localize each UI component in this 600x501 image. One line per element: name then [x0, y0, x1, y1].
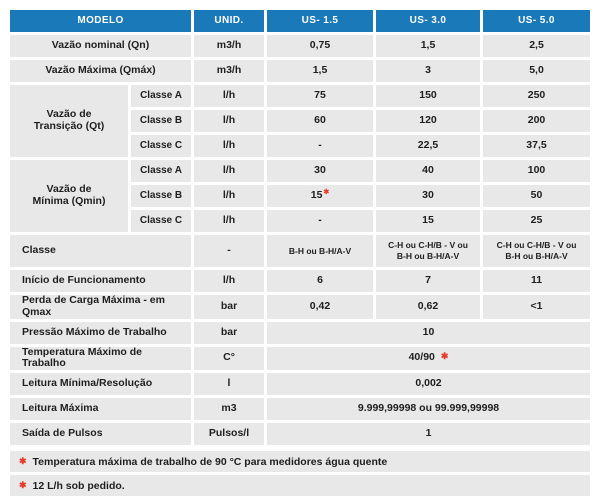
row-perda-carga	[10, 295, 590, 319]
row-vazao-maxima	[10, 60, 590, 82]
row-label: Temperatura Máximo de Trabalho	[10, 347, 191, 371]
row-temperatura	[10, 347, 590, 371]
footnote-temperatura	[10, 451, 590, 472]
value-cell: 11	[483, 270, 590, 292]
unit-cell: m3	[194, 398, 264, 420]
value-cell: 30	[267, 160, 373, 182]
footnote-text: 12 L/h sob pedido.	[32, 479, 125, 492]
unit-cell: l/h	[194, 110, 264, 132]
value-cell: 40	[376, 160, 480, 182]
asterisk-note-icon: ✱	[323, 189, 330, 197]
col-header-us15: US- 1.5	[267, 10, 373, 32]
value-cell: 2,5	[483, 35, 590, 57]
merged-value-cell: 0,002	[267, 373, 590, 395]
asterisk-note-icon: ✱	[19, 480, 27, 490]
unit-cell: l/h	[194, 85, 264, 107]
unit-cell: m3/h	[194, 60, 264, 82]
value-cell: 1,5	[267, 60, 373, 82]
row-qmin-classe-a	[10, 160, 590, 182]
merged-value-cell: 10	[267, 322, 590, 344]
row-qt-classe-a	[10, 85, 590, 107]
value-cell: 6	[267, 270, 373, 292]
value-cell: -	[267, 210, 373, 232]
value-text: 40/90	[408, 351, 435, 364]
value-cell: 1,5	[376, 35, 480, 57]
row-label: Início de Funcionamento	[10, 270, 191, 292]
value-cell: 60	[267, 110, 373, 132]
sub-label: Classe B	[131, 185, 191, 207]
col-header-modelo: MODELO	[10, 10, 191, 32]
value-text: 15	[310, 189, 323, 202]
value-cell-with-note	[267, 185, 373, 207]
row-label: Classe	[10, 235, 191, 267]
row-label: Vazão Máxima (Qmáx)	[10, 60, 191, 82]
value-cell: 150	[376, 85, 480, 107]
value-cell: 5,0	[483, 60, 590, 82]
col-header-us30: US- 3.0	[376, 10, 480, 32]
row-classe	[10, 235, 590, 267]
merged-value-cell	[267, 347, 590, 371]
value-line2: B-H ou B-H/A-V	[505, 251, 568, 261]
footnote-sob-pedido	[10, 475, 590, 496]
sub-label: Classe C	[131, 135, 191, 157]
group-label-line1: Vazão de	[46, 108, 92, 121]
sub-label: Classe A	[131, 160, 191, 182]
value-cell	[376, 235, 480, 267]
value-cell: 0,42	[267, 295, 373, 319]
value-cell: 200	[483, 110, 590, 132]
value-cell: 3	[376, 60, 480, 82]
row-leitura-minima	[10, 373, 590, 395]
value-cell: -	[267, 135, 373, 157]
merged-value-cell: 9.999,99998 ou 99.999,99998	[267, 398, 590, 420]
value-cell: 15	[376, 210, 480, 232]
value-line2: B-H ou B-H/A-V	[396, 251, 460, 261]
unit-cell: l	[194, 373, 264, 395]
value-cell: 37,5	[483, 135, 590, 157]
unit-cell: l/h	[194, 135, 264, 157]
row-label: Saída de Pulsos	[10, 423, 191, 445]
value-cell: 30	[376, 185, 480, 207]
unit-cell: l/h	[194, 185, 264, 207]
col-header-us50: US- 5.0	[483, 10, 590, 32]
group-label-qt	[10, 85, 128, 157]
value-cell: 0,62	[376, 295, 480, 319]
value-cell: 100	[483, 160, 590, 182]
unit-cell: l/h	[194, 210, 264, 232]
value-cell: B-H ou B-H/A-V	[267, 235, 373, 267]
group-label-qmin	[10, 160, 128, 232]
row-label: Perda de Carga Máxima - em Qmax	[10, 295, 191, 319]
value-cell: 22,5	[376, 135, 480, 157]
row-label: Leitura Máxima	[10, 398, 191, 420]
spec-table	[7, 7, 593, 448]
value-line1: C-H ou C-H/B - V ou	[388, 240, 468, 251]
group-label-line1: Vazão de	[46, 183, 92, 196]
unit-cell: m3/h	[194, 35, 264, 57]
value-cell: 250	[483, 85, 590, 107]
row-label: Vazão nominal (Qn)	[10, 35, 191, 57]
unit-cell: bar	[194, 295, 264, 319]
row-saida-pulsos	[10, 423, 590, 445]
row-vazao-nominal	[10, 35, 590, 57]
sub-label: Classe A	[131, 85, 191, 107]
value-cell: 75	[267, 85, 373, 107]
merged-value-cell: 1	[267, 423, 590, 445]
group-label-line2: Mínima (Qmin)	[32, 195, 106, 207]
row-pressao	[10, 322, 590, 344]
value-cell: 0,75	[267, 35, 373, 57]
row-leitura-maxima	[10, 398, 590, 420]
unit-cell: l/h	[194, 160, 264, 182]
value-cell: 120	[376, 110, 480, 132]
row-inicio-funcionamento	[10, 270, 590, 292]
unit-cell: bar	[194, 322, 264, 344]
value-cell: 50	[483, 185, 590, 207]
sub-label: Classe B	[131, 110, 191, 132]
value-line1: C-H ou C-H/B - V ou	[496, 240, 577, 251]
row-label: Pressão Máximo de Trabalho	[10, 322, 191, 344]
asterisk-note-icon: ✱	[19, 456, 27, 466]
header-row	[10, 10, 590, 32]
col-header-unid: UNID.	[194, 10, 264, 32]
unit-cell: -	[194, 235, 264, 267]
unit-cell: l/h	[194, 270, 264, 292]
unit-cell: C°	[194, 347, 264, 371]
value-cell: <1	[483, 295, 590, 319]
footnote-text: Temperatura máxima de trabalho de 90 °C para medidores água quente	[32, 455, 388, 468]
value-cell: 25	[483, 210, 590, 232]
value-cell: 7	[376, 270, 480, 292]
asterisk-note-icon: ✱	[440, 351, 449, 362]
sub-label: Classe C	[131, 210, 191, 232]
unit-cell: Pulsos/l	[194, 423, 264, 445]
row-label: Leitura Mínima/Resolução	[10, 373, 191, 395]
group-label-line2: Transição (Qt)	[33, 120, 105, 132]
value-cell	[483, 235, 590, 267]
